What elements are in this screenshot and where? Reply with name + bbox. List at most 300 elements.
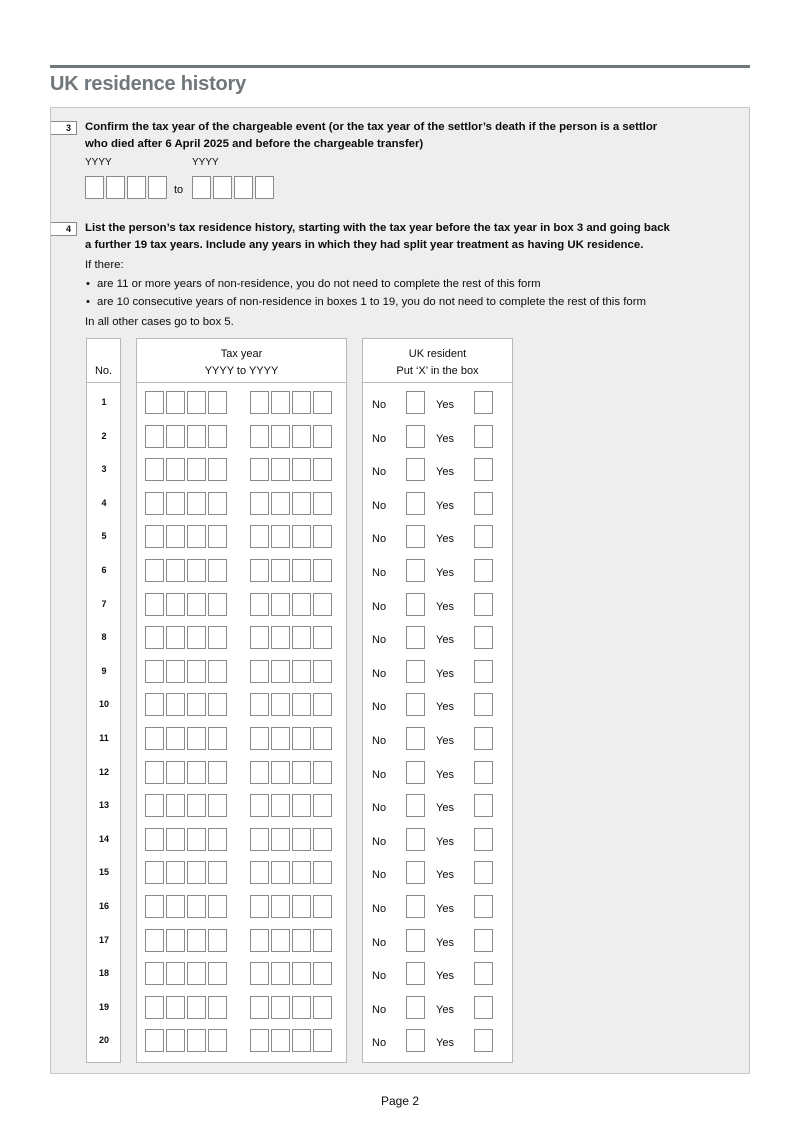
tax-year-digit-box[interactable] [145,929,164,952]
tax-year-digit-box[interactable] [166,761,185,784]
yes-label: Yes [436,1004,454,1016]
resident-yes-checkbox[interactable] [474,559,493,582]
tax-year-end-input [250,828,332,851]
row-number: 16 [98,901,109,911]
tax-year-digit-box[interactable] [166,458,185,481]
tax-year-digit-box[interactable] [187,794,206,817]
tax-year-digit-box[interactable] [313,525,332,548]
tax-year-digit-box[interactable] [187,996,206,1019]
tax-year-start-input [145,559,227,582]
tax-year-digit-box[interactable] [271,660,290,683]
tax-year-digit-box[interactable] [187,660,206,683]
row-number: 13 [98,800,109,810]
tax-year-digit-box[interactable] [313,962,332,985]
question-4-text-line1: List the person’s tax residence history, starting with the tax year before the tax year in box 3 and going back [85,222,670,234]
tax-year-digit-box[interactable] [292,626,311,649]
resident-yes-checkbox[interactable] [474,593,493,616]
tax-year-digit-box[interactable] [145,525,164,548]
tax-year-digit-box[interactable] [166,626,185,649]
tax-year-digit-box[interactable] [145,559,164,582]
no-label: No [372,668,387,680]
row-number: 12 [98,767,109,777]
yes-label: Yes [436,567,454,579]
yes-label: Yes [436,1037,454,1049]
yes-label: Yes [436,399,454,411]
conditions-list [85,276,646,311]
tax-year-digit-box[interactable] [166,828,185,851]
to-year-digit-1[interactable] [192,176,211,199]
tax-year-end-input [250,660,332,683]
tax-year-digit-box[interactable] [166,962,185,985]
page-number: Page 2 [380,1094,420,1108]
question-4-number: 4 [51,222,77,236]
tax-year-digit-box[interactable] [166,794,185,817]
condition-item-1: • are 11 or more years of non-residence, you do not need to complete the rest of this form [85,276,646,294]
tax-year-digit-box[interactable] [313,425,332,448]
tax-year-digit-box[interactable] [292,962,311,985]
resident-no-checkbox[interactable] [406,458,425,481]
tax-year-digit-box[interactable] [145,660,164,683]
tax-year-digit-box[interactable] [292,761,311,784]
tax-year-digit-box[interactable] [187,391,206,414]
tax-year-digit-box[interactable] [271,861,290,884]
tax-year-digit-box[interactable] [187,693,206,716]
question-3-number: 3 [51,121,77,135]
tax-year-digit-box[interactable] [166,660,185,683]
tax-year-end-input [250,458,332,481]
tax-year-digit-box[interactable] [208,525,227,548]
condition-item-2: • are 10 consecutive years of non-residence in boxes 1 to 19, you do not need to complete the rest of this form [85,294,646,312]
tax-year-digit-box[interactable] [187,861,206,884]
row-number: 5 [101,531,107,541]
tax-year-digit-box[interactable] [250,391,269,414]
tax-year-digit-box[interactable] [250,962,269,985]
tax-year-digit-box[interactable] [292,559,311,582]
resident-no-checkbox[interactable] [406,929,425,952]
no-label: No [372,1037,387,1049]
resident-yes-checkbox[interactable] [474,727,493,750]
tax-year-digit-box[interactable] [271,828,290,851]
tax-year-digit-box[interactable] [145,626,164,649]
resident-yes-checkbox[interactable] [474,425,493,448]
tax-year-digit-box[interactable] [292,861,311,884]
tax-year-start-input [145,794,227,817]
tax-year-column-header [137,339,346,383]
tax-year-digit-box[interactable] [250,861,269,884]
no-label: No [372,399,387,411]
tax-year-digit-box[interactable] [208,996,227,1019]
row-number: 4 [101,498,107,508]
tax-year-digit-box[interactable] [313,1029,332,1052]
tax-year-digit-box[interactable] [292,492,311,515]
tax-year-digit-box[interactable] [313,593,332,616]
resident-no-checkbox[interactable] [406,525,425,548]
yes-label: Yes [436,601,454,613]
tax-year-digit-box[interactable] [166,861,185,884]
resident-no-checkbox[interactable] [406,693,425,716]
tax-year-digit-box[interactable] [271,962,290,985]
tax-year-subheader: YYYY to YYYY [204,365,279,377]
tax-year-digit-box[interactable] [208,828,227,851]
tax-year-start-input [145,996,227,1019]
resident-yes-checkbox[interactable] [474,794,493,817]
tax-year-digit-box[interactable] [271,391,290,414]
tax-year-digit-box[interactable] [166,492,185,515]
tax-year-digit-box[interactable] [145,1029,164,1052]
yes-label: Yes [436,701,454,713]
tax-year-digit-box[interactable] [208,861,227,884]
tax-year-digit-box[interactable] [208,626,227,649]
resident-no-checkbox[interactable] [406,660,425,683]
tax-year-end-input [250,761,332,784]
tax-year-digit-box[interactable] [292,425,311,448]
from-year-digit-2[interactable] [106,176,125,199]
tax-year-digit-box[interactable] [166,593,185,616]
tax-year-digit-box[interactable] [187,962,206,985]
tax-year-digit-box[interactable] [208,929,227,952]
no-label: No [372,802,387,814]
tax-year-start-input [145,458,227,481]
tax-year-digit-box[interactable] [250,492,269,515]
tax-year-digit-box[interactable] [166,693,185,716]
tax-year-digit-box[interactable] [187,727,206,750]
tax-year-digit-box[interactable] [250,794,269,817]
tax-year-digit-box[interactable] [208,1029,227,1052]
row-number: 17 [98,935,109,945]
tax-year-digit-box[interactable] [187,458,206,481]
tax-year-start-input [145,895,227,918]
resident-yes-checkbox[interactable] [474,458,493,481]
top-rule [50,65,750,68]
tax-year-digit-box[interactable] [166,391,185,414]
tax-year-digit-box[interactable] [166,559,185,582]
tax-year-digit-box[interactable] [187,425,206,448]
tax-year-digit-box[interactable] [250,458,269,481]
resident-yes-checkbox[interactable] [474,492,493,515]
tax-year-digit-box[interactable] [250,559,269,582]
tax-year-digit-box[interactable] [166,425,185,448]
tax-year-digit-box[interactable] [208,761,227,784]
tax-year-digit-box[interactable] [250,828,269,851]
tax-year-digit-box[interactable] [208,895,227,918]
tax-year-digit-box[interactable] [208,492,227,515]
from-year-digit-3[interactable] [127,176,146,199]
tax-year-end-input [250,996,332,1019]
row-number: 19 [98,1002,109,1012]
tax-year-digit-box[interactable] [250,525,269,548]
tax-year-digit-box[interactable] [313,391,332,414]
resident-yes-checkbox[interactable] [474,962,493,985]
to-year-digit-3[interactable] [234,176,253,199]
tax-year-digit-box[interactable] [292,525,311,548]
uk-resident-column [362,338,513,1063]
tax-year-digit-box[interactable] [145,727,164,750]
number-column-header [87,339,120,383]
tax-year-digit-box[interactable] [187,492,206,515]
yes-label: Yes [436,433,454,445]
residence-panel [50,107,750,1074]
tax-year-end-input [250,727,332,750]
tax-year-end-input [250,626,332,649]
tax-year-digit-box[interactable] [166,1029,185,1052]
no-label: No [372,601,387,613]
tax-year-digit-box[interactable] [292,996,311,1019]
tax-year-digit-box[interactable] [208,727,227,750]
yes-label: Yes [436,970,454,982]
tax-year-digit-box[interactable] [292,391,311,414]
tax-year-digit-box[interactable] [292,727,311,750]
no-label: No [372,836,387,848]
resident-yes-checkbox[interactable] [474,861,493,884]
no-label: No [372,1004,387,1016]
resident-yes-checkbox[interactable] [474,761,493,784]
tax-year-digit-box[interactable] [166,525,185,548]
tax-year-digit-box[interactable] [271,996,290,1019]
row-number: 7 [101,599,107,609]
no-label: No [372,567,387,579]
resident-yes-checkbox[interactable] [474,660,493,683]
tax-year-start-input [145,929,227,952]
tax-year-digit-box[interactable] [292,458,311,481]
yes-label: Yes [436,937,454,949]
resident-yes-checkbox[interactable] [474,828,493,851]
resident-yes-checkbox[interactable] [474,391,493,414]
tax-year-digit-box[interactable] [271,559,290,582]
resident-yes-checkbox[interactable] [474,996,493,1019]
row-number: 6 [101,565,107,575]
tax-year-start-input [145,693,227,716]
tax-year-digit-box[interactable] [292,1029,311,1052]
tax-year-digit-box[interactable] [250,761,269,784]
tax-year-digit-box[interactable] [145,828,164,851]
resident-no-checkbox[interactable] [406,1029,425,1052]
question-3-text-line2: who died after 6 April 2025 and before the chargeable transfer) [85,138,424,150]
no-label: No [372,903,387,915]
tax-year-digit-box[interactable] [208,425,227,448]
tax-year-digit-box[interactable] [187,626,206,649]
yes-label: Yes [436,634,454,646]
tax-year-digit-box[interactable] [271,794,290,817]
tax-year-header: Tax year [220,348,263,360]
tax-year-digit-box[interactable] [292,660,311,683]
tax-year-digit-box[interactable] [187,559,206,582]
tax-year-digit-box[interactable] [313,794,332,817]
tax-year-digit-box[interactable] [292,794,311,817]
tax-year-digit-box[interactable] [271,593,290,616]
tax-year-digit-box[interactable] [313,626,332,649]
tax-year-digit-box[interactable] [250,626,269,649]
row-number: 2 [101,431,107,441]
from-year-input [85,176,167,199]
to-year-digit-4[interactable] [255,176,274,199]
tax-year-digit-box[interactable] [250,727,269,750]
tax-year-start-input [145,492,227,515]
yes-label: Yes [436,735,454,747]
tax-year-digit-box[interactable] [187,525,206,548]
no-label: No [372,937,387,949]
to-year-label: YYYY [192,157,219,168]
resident-no-checkbox[interactable] [406,794,425,817]
tax-year-end-input [250,559,332,582]
tax-year-digit-box[interactable] [292,593,311,616]
tax-year-digit-box[interactable] [187,929,206,952]
tax-year-digit-box[interactable] [271,895,290,918]
tax-year-digit-box[interactable] [145,962,164,985]
resident-no-checkbox[interactable] [406,391,425,414]
tax-year-digit-box[interactable] [250,660,269,683]
tax-year-digit-box[interactable] [271,626,290,649]
resident-no-checkbox[interactable] [406,895,425,918]
tax-year-digit-box[interactable] [292,895,311,918]
tax-year-digit-box[interactable] [313,492,332,515]
row-number: 8 [101,632,107,642]
tax-year-digit-box[interactable] [166,895,185,918]
row-number: 18 [98,968,109,978]
tax-year-digit-box[interactable] [271,761,290,784]
tax-year-end-input [250,794,332,817]
resident-no-checkbox[interactable] [406,727,425,750]
tax-year-digit-box[interactable] [187,593,206,616]
no-label: No [372,634,387,646]
tax-year-digit-box[interactable] [271,425,290,448]
no-label: No [372,970,387,982]
tax-year-digit-box[interactable] [292,828,311,851]
from-year-digit-4[interactable] [148,176,167,199]
tax-year-digit-box[interactable] [292,929,311,952]
tax-year-end-input [250,425,332,448]
tax-year-digit-box[interactable] [145,761,164,784]
resident-yes-checkbox[interactable] [474,693,493,716]
tax-year-digit-box[interactable] [208,458,227,481]
resident-no-checkbox[interactable] [406,861,425,884]
tax-year-digit-box[interactable] [208,794,227,817]
tax-year-digit-box[interactable] [208,559,227,582]
tax-year-digit-box[interactable] [313,693,332,716]
no-label: No [372,533,387,545]
tax-year-digit-box[interactable] [187,761,206,784]
to-year-digit-2[interactable] [213,176,232,199]
tax-year-digit-box[interactable] [145,693,164,716]
resident-yes-checkbox[interactable] [474,525,493,548]
tax-year-digit-box[interactable] [166,996,185,1019]
resident-no-checkbox[interactable] [406,425,425,448]
tax-year-digit-box[interactable] [271,693,290,716]
tax-year-digit-box[interactable] [145,593,164,616]
tax-year-digit-box[interactable] [313,828,332,851]
tax-year-digit-box[interactable] [145,425,164,448]
resident-no-checkbox[interactable] [406,828,425,851]
tax-year-digit-box[interactable] [208,593,227,616]
tax-year-digit-box[interactable] [292,693,311,716]
yes-label: Yes [436,802,454,814]
tax-year-digit-box[interactable] [187,1029,206,1052]
section-title: UK residence history [50,73,247,95]
tax-year-digit-box[interactable] [145,794,164,817]
tax-year-digit-box[interactable] [208,391,227,414]
tax-year-digit-box[interactable] [187,895,206,918]
resident-no-checkbox[interactable] [406,593,425,616]
tax-year-digit-box[interactable] [313,559,332,582]
tax-year-digit-box[interactable] [313,727,332,750]
tax-year-digit-box[interactable] [250,895,269,918]
tax-year-digit-box[interactable] [145,996,164,1019]
tax-year-digit-box[interactable] [313,660,332,683]
tax-year-digit-box[interactable] [271,1029,290,1052]
yes-label: Yes [436,500,454,512]
tax-year-digit-box[interactable] [250,425,269,448]
tax-year-digit-box[interactable] [145,492,164,515]
tax-year-digit-box[interactable] [145,861,164,884]
yes-label: Yes [436,668,454,680]
yes-label: Yes [436,533,454,545]
tax-year-end-input [250,861,332,884]
tax-year-digit-box[interactable] [145,458,164,481]
tax-year-digit-box[interactable] [250,593,269,616]
tax-year-end-input [250,693,332,716]
tax-year-digit-box[interactable] [313,458,332,481]
resident-no-checkbox[interactable] [406,996,425,1019]
tax-year-digit-box[interactable] [271,727,290,750]
no-label: No [372,433,387,445]
tax-year-digit-box[interactable] [313,861,332,884]
tax-year-digit-box[interactable] [166,727,185,750]
tax-year-start-input [145,761,227,784]
tax-year-start-input [145,962,227,985]
tax-year-start-input [145,828,227,851]
tax-year-digit-box[interactable] [271,492,290,515]
resident-no-checkbox[interactable] [406,626,425,649]
tax-year-digit-box[interactable] [313,895,332,918]
tax-year-digit-box[interactable] [145,895,164,918]
resident-no-checkbox[interactable] [406,559,425,582]
tax-year-start-input [145,660,227,683]
resident-no-checkbox[interactable] [406,492,425,515]
tax-year-digit-box[interactable] [166,929,185,952]
tax-year-start-input [145,425,227,448]
tax-year-digit-box[interactable] [250,929,269,952]
resident-yes-checkbox[interactable] [474,626,493,649]
resident-no-checkbox[interactable] [406,761,425,784]
row-number: 10 [98,699,109,709]
resident-yes-checkbox[interactable] [474,929,493,952]
tax-year-digit-box[interactable] [271,458,290,481]
resident-yes-checkbox[interactable] [474,895,493,918]
tax-year-digit-box[interactable] [208,962,227,985]
no-header: No. [94,365,113,377]
tax-year-digit-box[interactable] [271,525,290,548]
tax-year-digit-box[interactable] [313,929,332,952]
other-cases-text: In all other cases go to box 5. [85,316,234,328]
from-year-digit-1[interactable] [85,176,104,199]
tax-year-digit-box[interactable] [313,996,332,1019]
tax-year-digit-box[interactable] [250,996,269,1019]
tax-year-end-input [250,1029,332,1052]
tax-year-digit-box[interactable] [187,828,206,851]
tax-year-start-input [145,727,227,750]
tax-year-digit-box[interactable] [208,693,227,716]
yes-label: Yes [436,869,454,881]
no-label: No [372,869,387,881]
resident-no-checkbox[interactable] [406,962,425,985]
tax-year-digit-box[interactable] [271,929,290,952]
tax-year-digit-box[interactable] [313,761,332,784]
tax-year-digit-box[interactable] [145,391,164,414]
resident-yes-checkbox[interactable] [474,1029,493,1052]
tax-year-digit-box[interactable] [250,693,269,716]
tax-year-digit-box[interactable] [250,1029,269,1052]
tax-year-digit-box[interactable] [208,660,227,683]
from-year-label: YYYY [85,157,112,168]
